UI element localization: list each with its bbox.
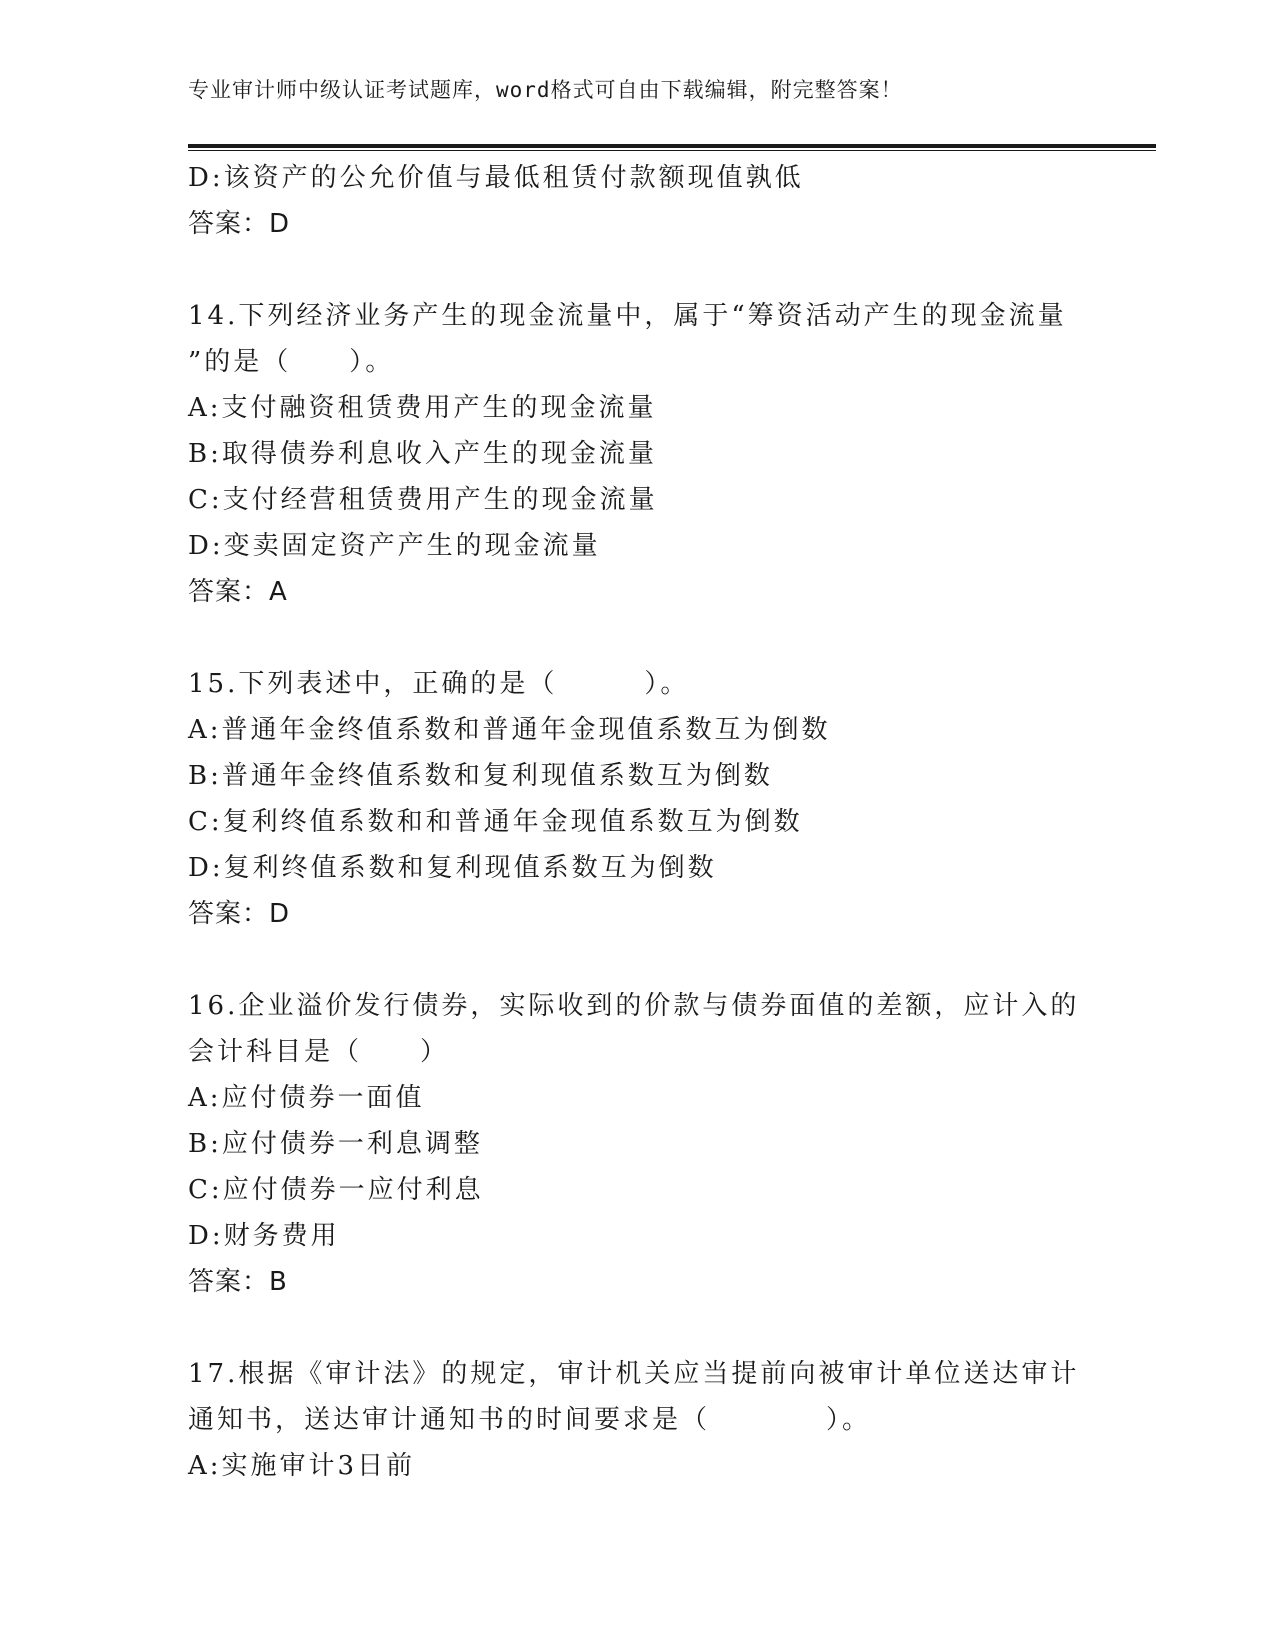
question-stem: 16.企业溢价发行债券，实际收到的价款与债券面值的差额，应计入的 <box>188 991 1080 1021</box>
option-c: C:支付经营租赁费用产生的现金流量 <box>188 485 658 515</box>
option-b: B:普通年金终值系数和复利现值系数互为倒数 <box>188 761 773 791</box>
option-d: D:复利终值系数和复利现值系数互为倒数 <box>188 853 717 883</box>
page-header: 专业审计师中级认证考试题库，word格式可自由下载编辑，附完整答案！ <box>188 78 903 102</box>
answer: 答案：D <box>188 899 291 929</box>
spacer <box>188 247 1108 293</box>
option-c: C:复利终值系数和和普通年金现值系数互为倒数 <box>188 807 803 837</box>
question-stem: 14.下列经济业务产生的现金流量中，属于“筹资活动产生的现金流量 <box>188 301 1067 331</box>
option-b: B:应付债券一利息调整 <box>188 1129 483 1159</box>
option-a: A:普通年金终值系数和普通年金现值系数互为倒数 <box>188 715 831 745</box>
answer: 答案：D <box>188 209 291 239</box>
question-stem: 通知书，送达审计通知书的时间要求是（ ）。 <box>188 1405 872 1435</box>
answer: 答案：B <box>188 1267 288 1297</box>
question-15 <box>188 661 1108 937</box>
question-stem: 17.根据《审计法》的规定，审计机关应当提前向被审计单位送达审计 <box>188 1359 1080 1389</box>
spacer <box>188 937 1108 983</box>
spacer <box>188 1305 1108 1351</box>
option-d: D:该资产的公允价值与最低租赁付款额现值孰低 <box>188 163 804 193</box>
question-14 <box>188 293 1108 615</box>
option-a: A:支付融资租赁费用产生的现金流量 <box>188 393 657 423</box>
header-rule-thin <box>188 150 1156 151</box>
answer: 答案：A <box>188 577 288 607</box>
option-d: D:财务费用 <box>188 1221 340 1251</box>
question-stem: 15.下列表述中，正确的是（ ）。 <box>188 669 690 699</box>
question-16 <box>188 983 1108 1305</box>
document-body <box>188 155 1108 1489</box>
question-stem: ”的是（ ）。 <box>188 347 395 377</box>
option-d: D:变卖固定资产产生的现金流量 <box>188 531 601 561</box>
header-rule-thick <box>188 144 1156 148</box>
option-a: A:实施审计3日前 <box>188 1451 416 1481</box>
question-17 <box>188 1351 1108 1489</box>
question-stem: 会计科目是（ ） <box>188 1037 450 1067</box>
option-b: B:取得债券利息收入产生的现金流量 <box>188 439 657 469</box>
option-c: C:应付债券一应付利息 <box>188 1175 484 1205</box>
option-a: A:应付债券一面值 <box>188 1083 425 1113</box>
spacer <box>188 615 1108 661</box>
